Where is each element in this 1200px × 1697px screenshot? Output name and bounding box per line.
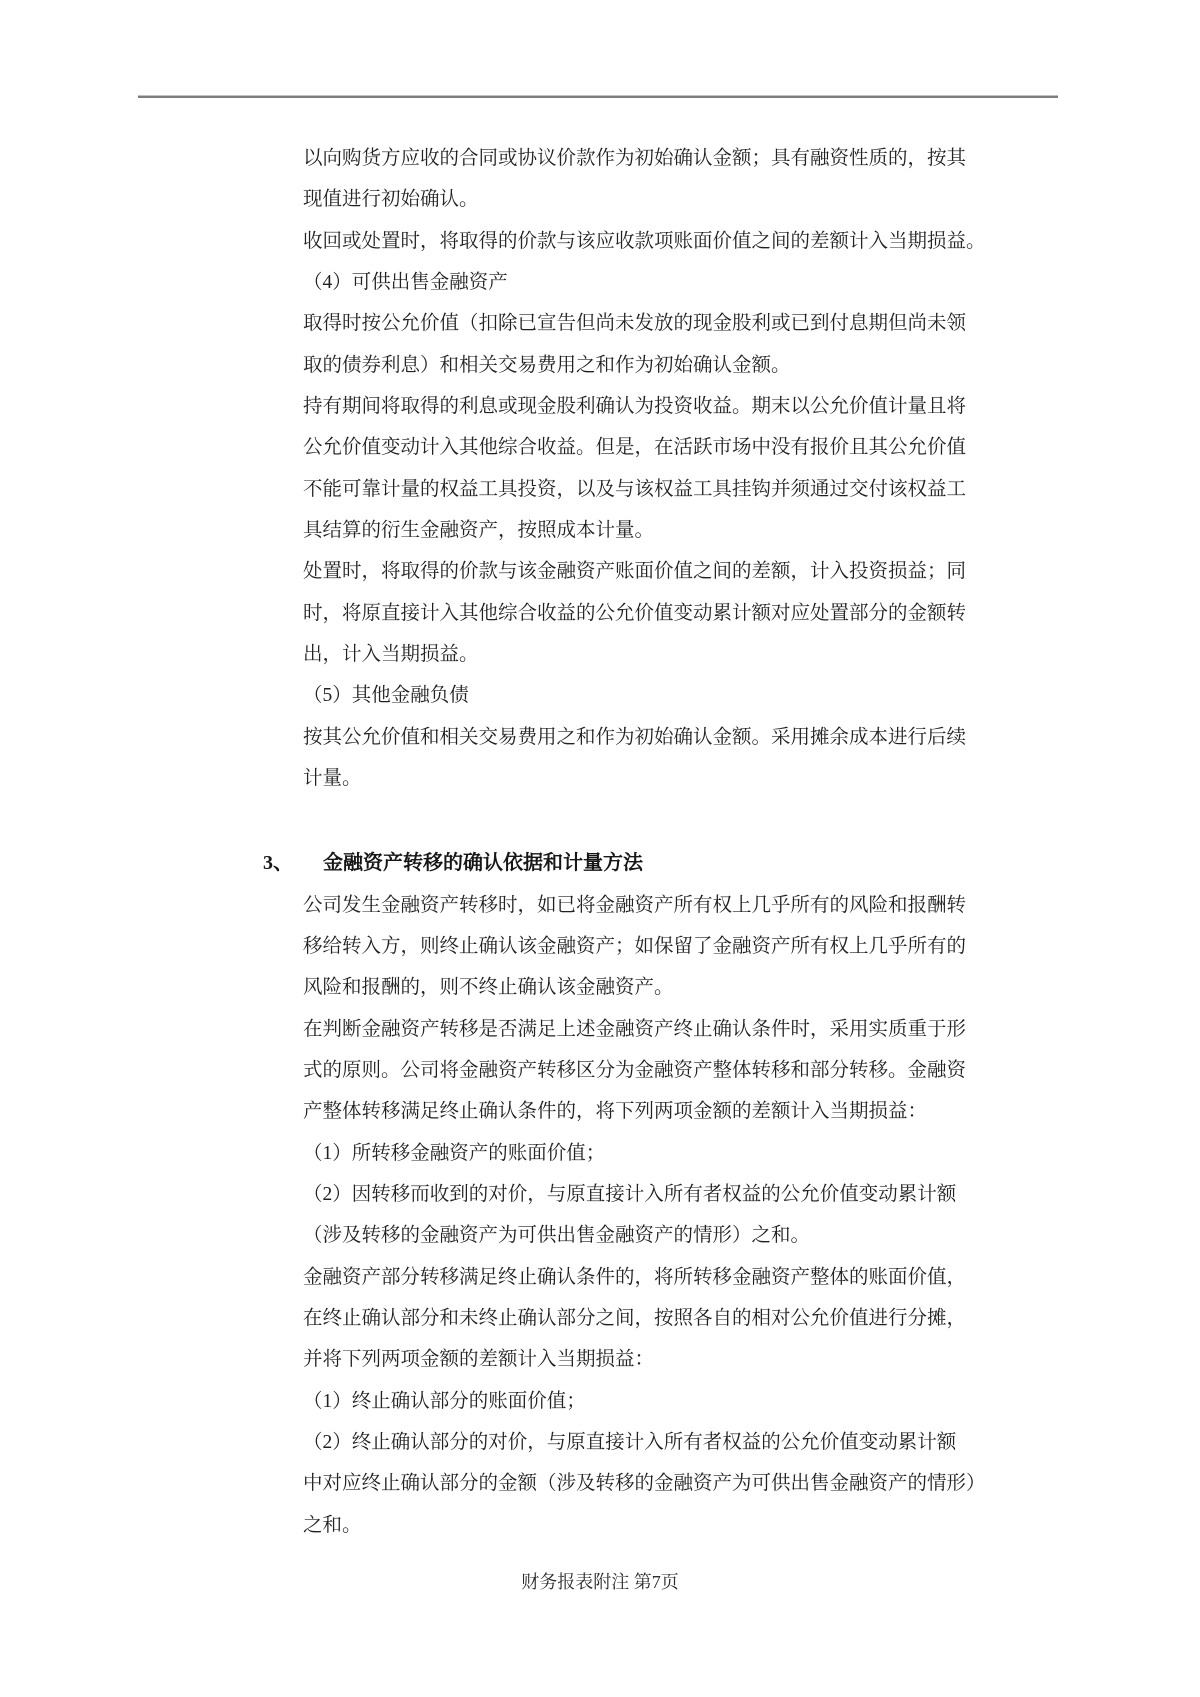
body-line: 按其公允价值和相关交易费用之和作为初始确认金额。采用摊余成本进行后续 bbox=[303, 726, 967, 748]
section-gap bbox=[303, 799, 983, 843]
body-line: 产整体转移满足终止确认条件的，将下列两项金额的差额计入当期损益： bbox=[303, 1101, 928, 1123]
body-line: （2）因转移而收到的对价，与原直接计入所有者权益的公允价值变动累计额 bbox=[303, 1183, 957, 1205]
body-line: （2）终止确认部分的对价，与原直接计入所有者权益的公允价值变动累计额 bbox=[303, 1431, 957, 1453]
body-line: 取的债券利息）和相关交易费用之和作为初始确认金额。 bbox=[303, 354, 791, 376]
page-footer: 财务报表附注 第7页 bbox=[521, 1572, 679, 1592]
section-title: 金融资产转移的确认依据和计量方法 bbox=[323, 852, 643, 875]
body-line: 风险和报酬的，则不终止确认该金融资产。 bbox=[303, 977, 674, 999]
body-line: 以向购货方应收的合同或协议价款作为初始确认金额；具有融资性质的，按其 bbox=[303, 148, 967, 169]
document-body bbox=[263, 138, 986, 1546]
body-line: 出，计入当期损益。 bbox=[303, 643, 479, 665]
body-line: （1）所转移金融资产的账面价值； bbox=[303, 1142, 606, 1164]
body-line: （1）终止确认部分的账面价值； bbox=[303, 1390, 586, 1412]
body-line: 金融资产部分转移满足终止确认条件的，将所转移金融资产整体的账面价值， bbox=[303, 1266, 967, 1288]
body-line: 移给转入方，则终止确认该金融资产；如保留了金融资产所有权上几乎所有的 bbox=[303, 935, 967, 957]
body-line: 公允价值变动计入其他综合收益。但是，在活跃市场中没有报价且其公允价值 bbox=[303, 437, 967, 459]
body-line: （涉及转移的金融资产为可供出售金融资产的情形）之和。 bbox=[303, 1225, 811, 1247]
body-line: 公司发生金融资产转移时，如已将金融资产所有权上几乎所有的风险和报酬转 bbox=[303, 894, 967, 916]
body-line: 式的原则。公司将金融资产转移区分为金融资产整体转移和部分转移。金融资 bbox=[303, 1059, 967, 1081]
body-line: （5）其他金融负债 bbox=[303, 685, 469, 707]
body-line: 具结算的衍生金融资产，按照成本计量。 bbox=[303, 519, 655, 541]
body-line: 之和。 bbox=[303, 1514, 362, 1536]
body-line: 取得时按公允价值（扣除已宣告但尚未发放的现金股利或已到付息期但尚未领 bbox=[303, 313, 967, 335]
section-3-heading bbox=[263, 843, 983, 884]
body-line: 收回或处置时，将取得的价款与该应收款项账面价值之间的差额计入当期损益。 bbox=[303, 230, 986, 252]
body-line: 在判断金融资产转移是否满足上述金融资产终止确认条件时，采用实质重于形 bbox=[303, 1018, 967, 1040]
body-line: 现值进行初始确认。 bbox=[303, 189, 479, 211]
section-number: 3、 bbox=[263, 852, 293, 875]
body-line: （4）可供出售金融资产 bbox=[303, 271, 508, 293]
body-line: 计量。 bbox=[303, 767, 362, 789]
header-rule bbox=[138, 96, 1058, 98]
body-line: 在终止确认部分和未终止确认部分之间，按照各自的相对公允价值进行分摊， bbox=[303, 1307, 967, 1329]
body-line: 处置时，将取得的价款与该金融资产账面价值之间的差额，计入投资损益；同 bbox=[303, 561, 967, 583]
body-line: 持有期间将取得的利息或现金股利确认为投资收益。期末以公允价值计量且将 bbox=[303, 395, 967, 417]
body-line: 不能可靠计量的权益工具投资，以及与该权益工具挂钩并须通过交付该权益工 bbox=[303, 478, 967, 500]
body-line: 中对应终止确认部分的金额（涉及转移的金融资产为可供出售金融资产的情形） bbox=[303, 1473, 986, 1495]
body-line: 并将下列两项金额的差额计入当期损益： bbox=[303, 1349, 655, 1371]
body-line: 时，将原直接计入其他综合收益的公允价值变动累计额对应处置部分的金额转 bbox=[303, 602, 967, 624]
